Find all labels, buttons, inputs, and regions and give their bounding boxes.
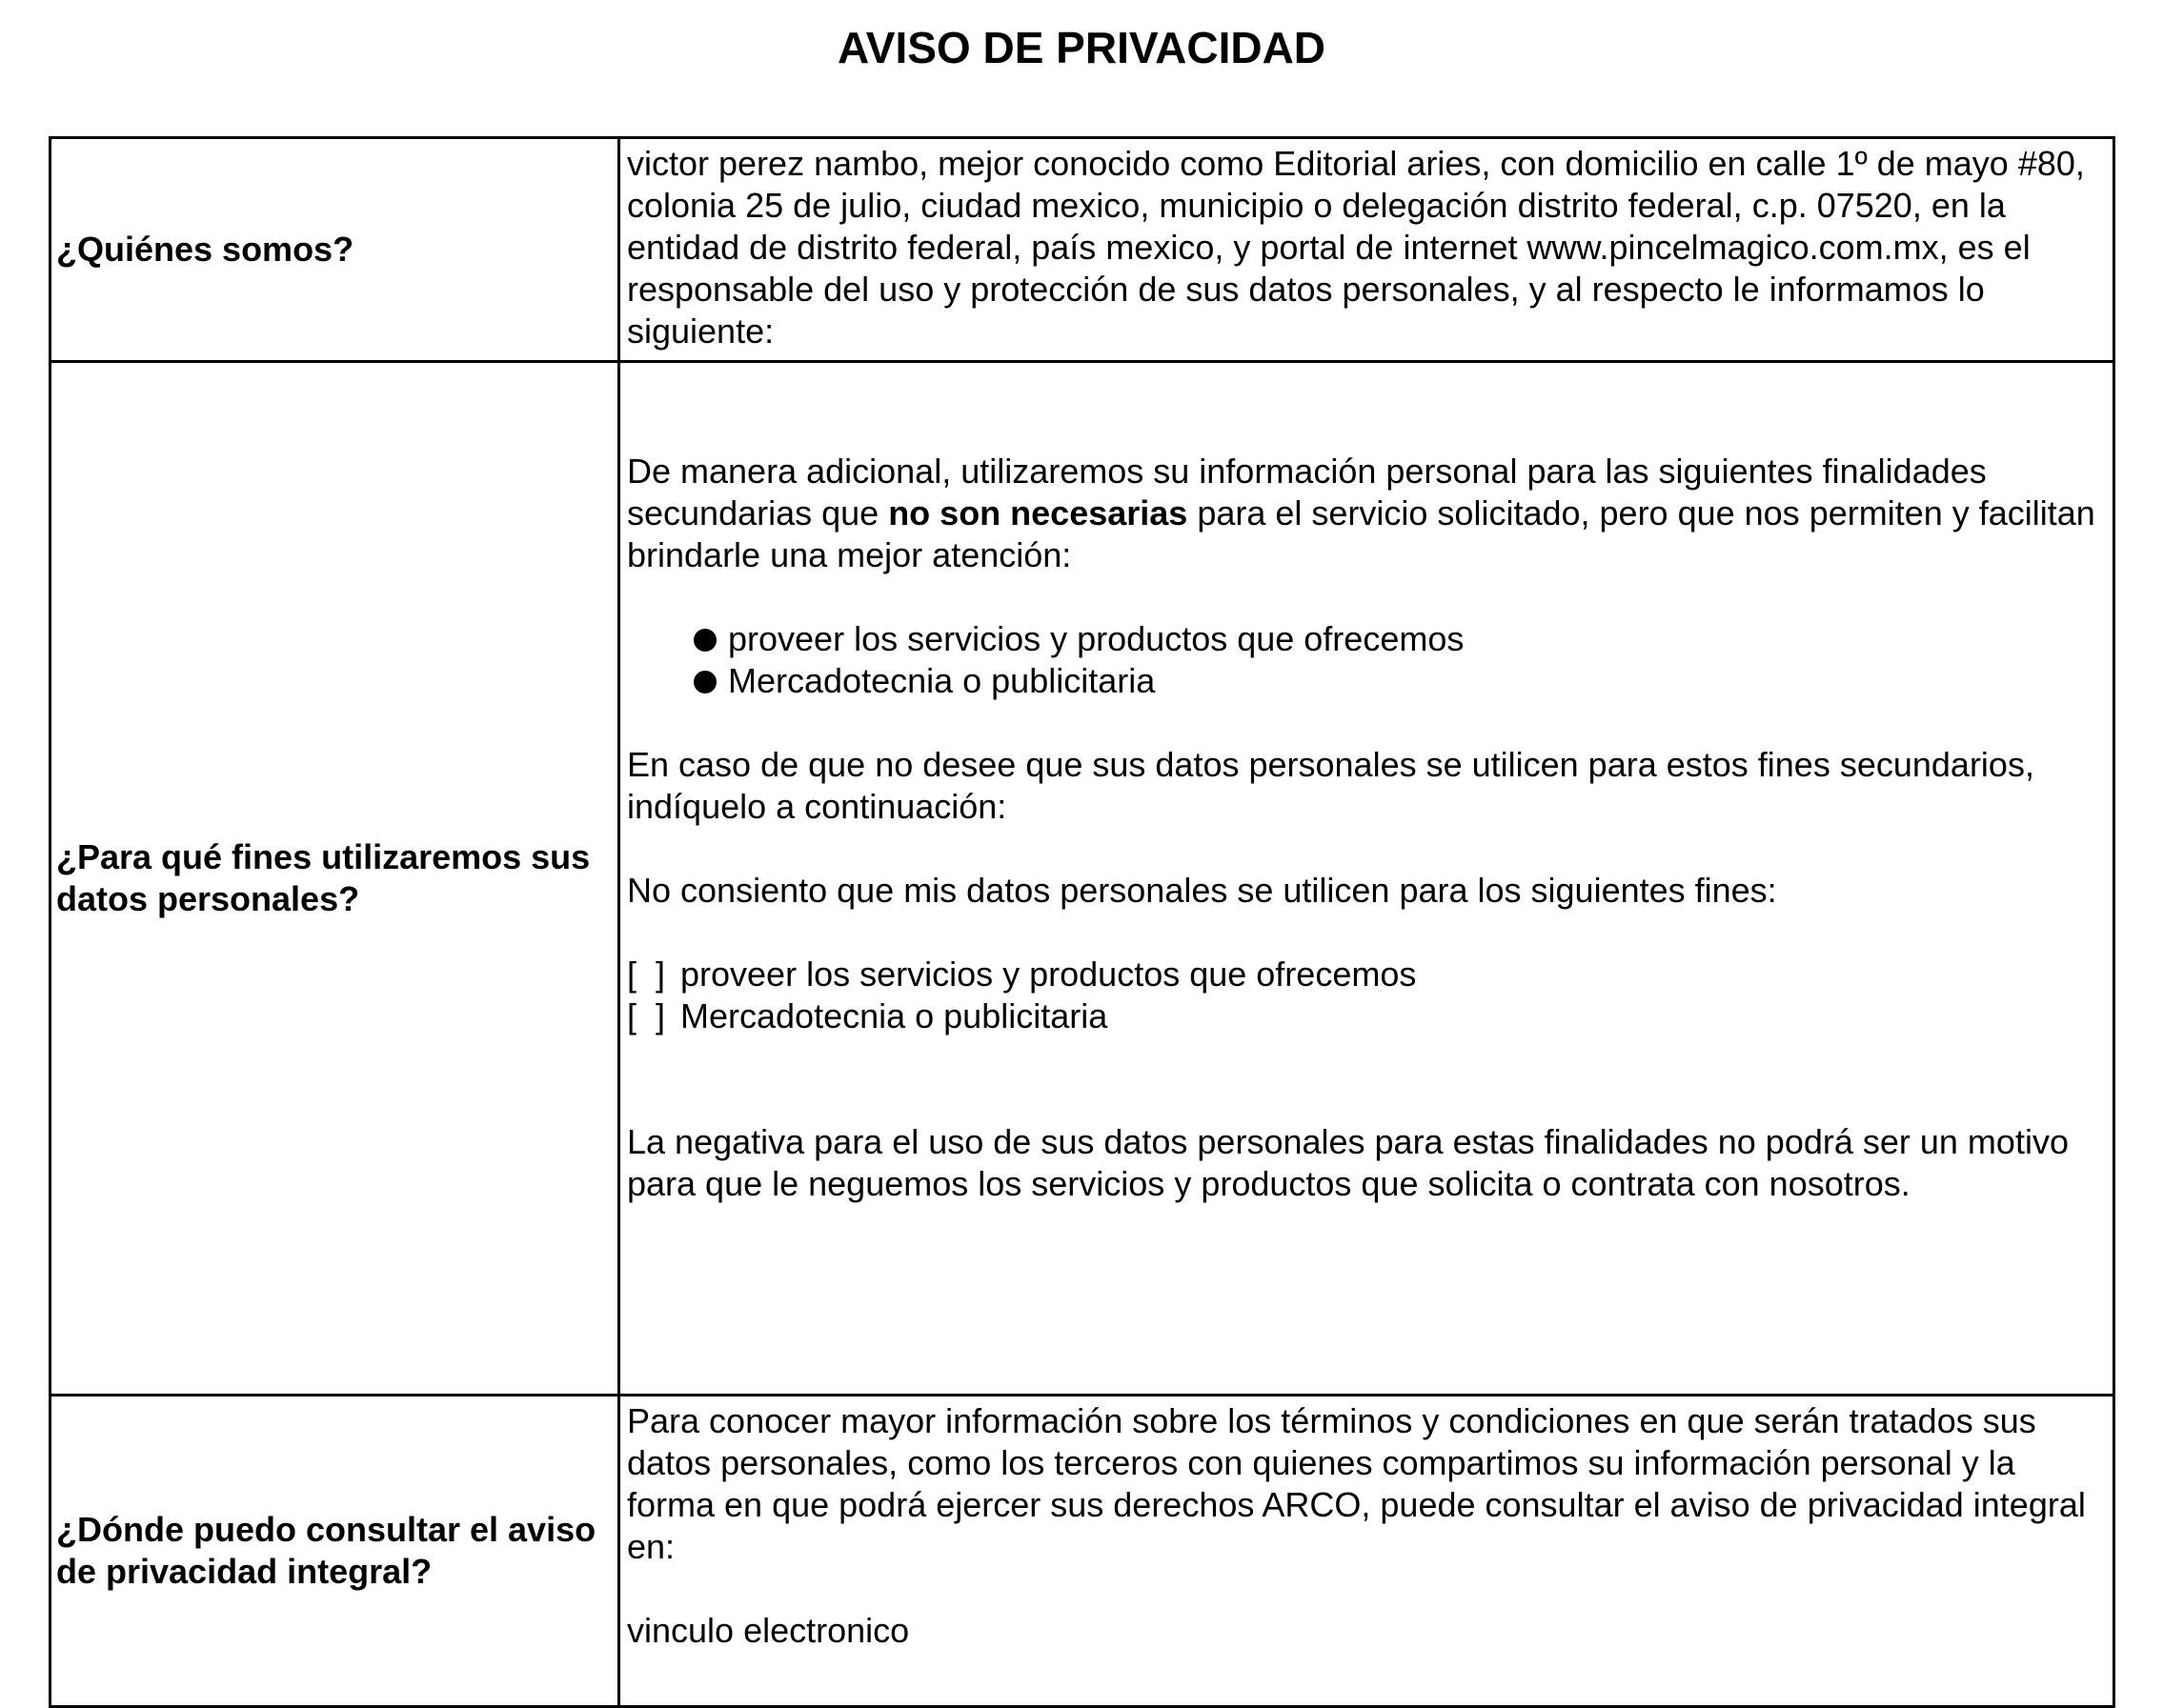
responsible-party-text: victor perez nambo, mejor conocido como Editorial aries, con domicilio en calle 1º de mayo #80, colonia 25 de julio, ciudad mexico, municipio o delegación distrito federal, c.p. 07520, en la entidad de distrito federal, país mexico, y portal de internet www.pincelmagico.com.mx, es el responsable del uso y protección de sus datos personales, y al respecto le informamos lo siguiente: [627, 144, 2085, 351]
secondary-purposes-intro [627, 451, 2106, 576]
section-where-answer [619, 1396, 2114, 1707]
checkbox-label: Mercadotecnia o publicitaria [680, 996, 1108, 1035]
section-who-answer [619, 138, 2114, 362]
section-who-row [51, 138, 2114, 362]
opt-out-item [627, 995, 2106, 1037]
bullet-icon [694, 671, 717, 693]
intro-text-bold: no son necesarias [888, 493, 1188, 532]
full-notice-link[interactable]: vinculo electronico [627, 1611, 910, 1650]
bullet-icon [694, 629, 717, 652]
section-purpose-question: ¿Para qué fines utilizaremos sus datos personales? [51, 362, 619, 1396]
section-purpose-row [51, 362, 2114, 1396]
checkbox[interactable]: [ ] [627, 996, 666, 1035]
intro-text-start: De manera adicional, utilizaremos su información personal para las siguientes finalidades secundarias que [627, 452, 1987, 532]
full-notice-info-text: Para conocer mayor información sobre los términos y condiciones en que serán tratados sus datos personales, como los terceros con quienes compartimos su información personal y la forma en que podrá ejercer sus derechos ARCO, puede consultar el aviso de privacidad integral en: [627, 1401, 2086, 1566]
list-item-label: proveer los servicios y productos que ofrecemos [728, 619, 1465, 658]
section-purpose-answer [619, 362, 2114, 1396]
intro-text-end: para el servicio solicitado, pero que nos permiten y facilitan brindarle una mejor atención: [627, 493, 2095, 574]
document-title: AVISO DE PRIVACIDAD [837, 23, 1326, 72]
privacy-notice-table [49, 136, 2115, 1708]
section-where-row [51, 1396, 2114, 1707]
section-who-question: ¿Quiénes somos? [51, 138, 619, 362]
refusal-closing-text: La negativa para el uso de sus datos personales para estas finalidades no podrá ser un motivo para que le neguemos los servicios y productos que solicita o contrata con nosotros. [627, 1122, 2069, 1203]
list-item-label: Mercadotecnia o publicitaria [728, 661, 1156, 700]
secondary-purposes-list [627, 618, 2106, 702]
section-where-question: ¿Dónde puedo consultar el aviso de privacidad integral? [51, 1396, 619, 1707]
consent-statement: No consiento que mis datos personales se utilicen para los siguientes fines: [627, 871, 1777, 910]
opt-out-prompt: En caso de que no desee que sus datos personales se utilicen para estos fines secundarios, indíquelo a continuación: [627, 745, 2034, 826]
list-item [694, 618, 2106, 660]
opt-out-checkbox-list [627, 954, 2106, 1037]
checkbox-label: proveer los servicios y productos que ofrecemos [680, 954, 1417, 994]
opt-out-item [627, 954, 2106, 995]
list-item [694, 660, 2106, 702]
checkbox[interactable]: [ ] [627, 954, 666, 994]
